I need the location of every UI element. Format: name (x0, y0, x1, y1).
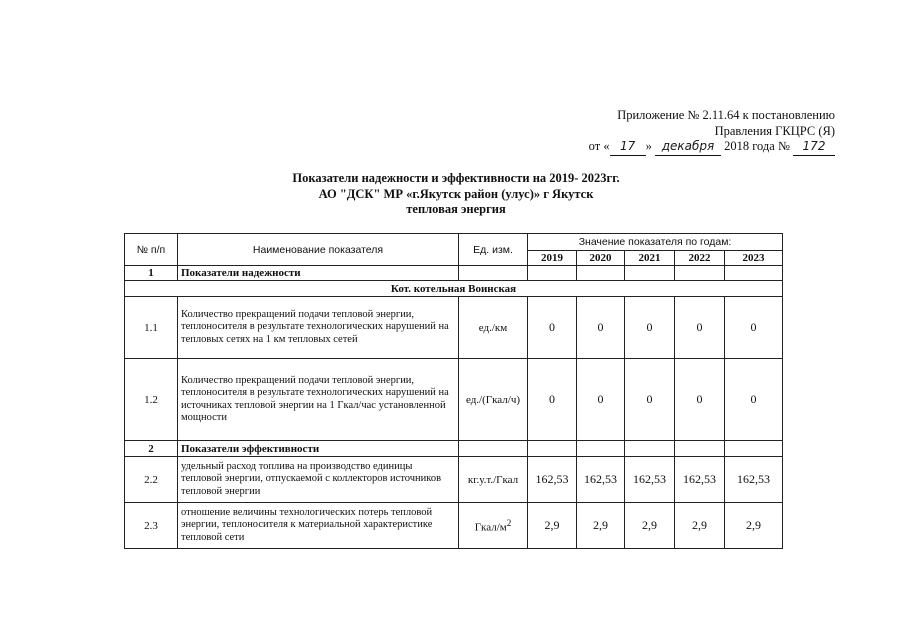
row-value-2019: 0 (528, 297, 577, 359)
table-row (125, 359, 783, 441)
row-value-2020: 2,9 (577, 503, 625, 549)
header-year-2020: 2020 (577, 251, 625, 266)
row-unit-superscript: 2 (506, 517, 512, 528)
year-text: 2018 года № (724, 139, 790, 153)
section-num: 1 (125, 266, 178, 281)
row-value-2023: 0 (725, 297, 783, 359)
header-values: Значение показателя по годам: (528, 234, 783, 251)
row-value-2020: 162,53 (577, 457, 625, 503)
row-unit: кг.у.т./Гкал (459, 457, 528, 503)
row-name: Количество прекращений подачи тепловой энергии, теплоносителя в результате технологических нарушений на источниках тепловой энергии на 1 Гкал/час установленной мощности (178, 359, 459, 441)
row-name: удельный расход топлива на производство единицы тепловой энергии, отпускаемой с коллекторов источников тепловой энергии (178, 457, 459, 503)
row-value-2022: 0 (675, 297, 725, 359)
handwritten-day: 17 (610, 139, 646, 156)
appendix-header (589, 108, 835, 156)
quote-close: » (645, 139, 652, 153)
row-name: Количество прекращений подачи тепловой энергии, теплоносителя в результате технологических нарушений на тепловых сетях на 1 км тепловых сетей (178, 297, 459, 359)
section-num: 2 (125, 441, 178, 457)
title-line-3: тепловая энергия (406, 202, 506, 216)
row-value-2020: 0 (577, 359, 625, 441)
table-row (125, 503, 783, 549)
row-num: 1.2 (125, 359, 178, 441)
header-name: Наименование показателя (178, 234, 459, 266)
row-name: отношение величины технологических потерь тепловой энергии, теплоносителя к материальной характеристике тепловой сети (178, 503, 459, 549)
subsection-title: Кот. котельная Воинская (125, 281, 783, 297)
row-value-2023: 0 (725, 359, 783, 441)
row-value-2022: 0 (675, 359, 725, 441)
row-unit: ед./(Гкал/ч) (459, 359, 528, 441)
indicators-table (124, 233, 783, 549)
row-value-2021: 0 (625, 359, 675, 441)
row-value-2021: 162,53 (625, 457, 675, 503)
row-value-2023: 2,9 (725, 503, 783, 549)
document-title (0, 171, 901, 218)
table-row (125, 297, 783, 359)
row-value-2022: 162,53 (675, 457, 725, 503)
title-line-2: АО "ДСК" МР «г.Якутск район (улус)» г Якутск (318, 186, 594, 201)
appendix-line-2: Правления ГКЦРС (Я) (714, 123, 835, 138)
row-value-2019: 162,53 (528, 457, 577, 503)
handwritten-number: 172 (793, 139, 835, 156)
subsection-row (125, 281, 783, 297)
row-unit (459, 503, 528, 549)
row-unit: ед./км (459, 297, 528, 359)
header-year-2021: 2021 (625, 251, 675, 266)
row-value-2019: 2,9 (528, 503, 577, 549)
appendix-date-line (589, 139, 835, 156)
header-num: № п/п (125, 234, 178, 266)
row-num: 2.3 (125, 503, 178, 549)
title-line-1: Показатели надежности и эффективности на 2019- 2023гг. (292, 171, 620, 185)
date-prefix: от « (588, 139, 610, 153)
section-title: Показатели эффективности (178, 441, 459, 457)
row-num: 2.2 (125, 457, 178, 503)
section-title: Показатели надежности (178, 266, 459, 281)
table-row (125, 457, 783, 503)
row-value-2020: 0 (577, 297, 625, 359)
header-year-2023: 2023 (725, 251, 783, 266)
row-value-2021: 2,9 (625, 503, 675, 549)
row-value-2023: 162,53 (725, 457, 783, 503)
header-unit: Ед. изм. (459, 234, 528, 266)
row-unit-base: Гкал/м (474, 521, 507, 534)
section-row (125, 266, 783, 281)
handwritten-month: декабря (655, 139, 721, 156)
row-num: 1.1 (125, 297, 178, 359)
header-year-2019: 2019 (528, 251, 577, 266)
appendix-line-1: Приложение № 2.11.64 к постановлению (617, 108, 835, 122)
header-year-2022: 2022 (675, 251, 725, 266)
row-value-2019: 0 (528, 359, 577, 441)
section-row (125, 441, 783, 457)
row-value-2022: 2,9 (675, 503, 725, 549)
row-value-2021: 0 (625, 297, 675, 359)
